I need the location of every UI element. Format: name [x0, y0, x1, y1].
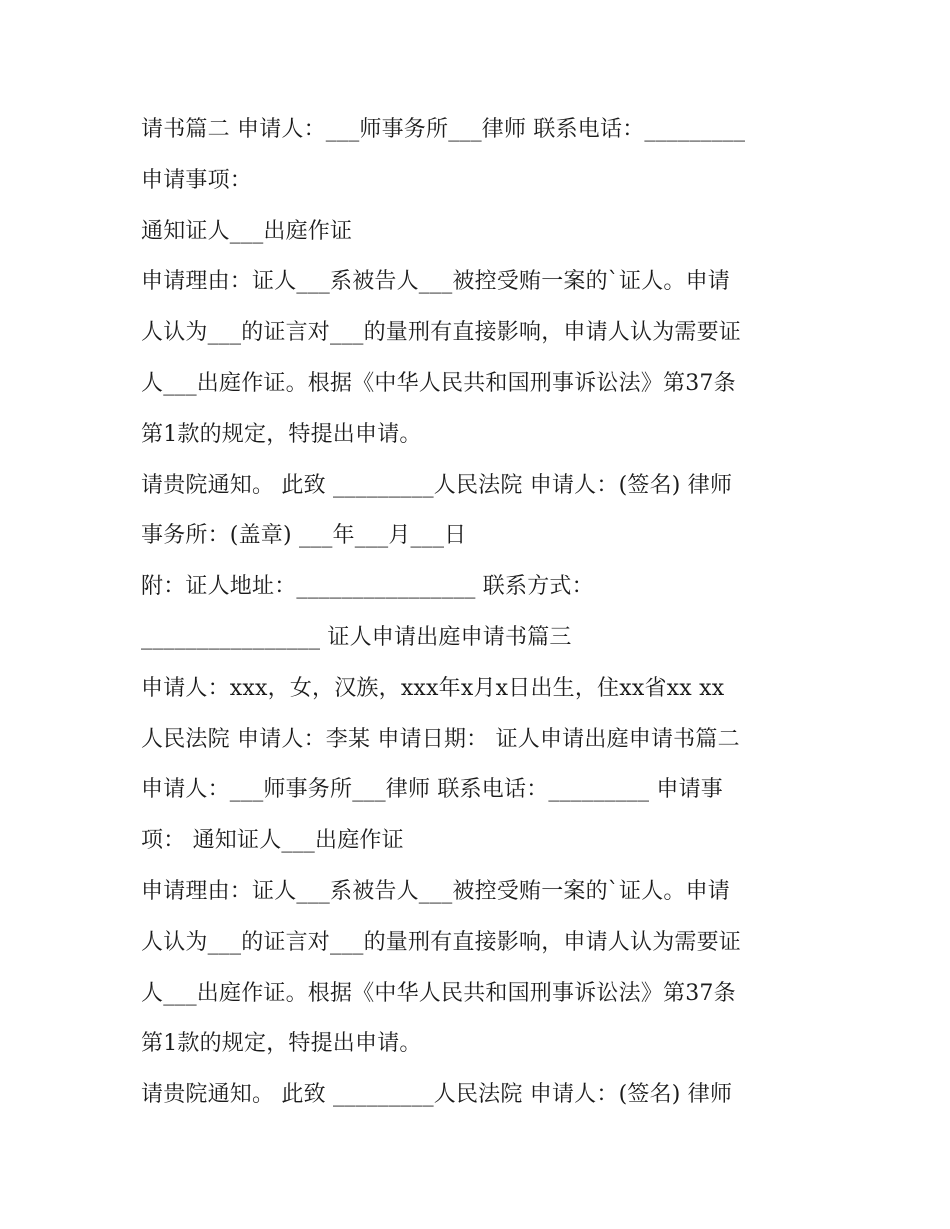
text-line-15: 项： 通知证人___出庭作证 [141, 828, 404, 854]
text-line-7: 第1款的规定，特提出申请。 [141, 421, 422, 447]
text-line-13: 人民法院 申请人：李某 申请日期： 证人申请出庭申请书篇二 [141, 726, 740, 752]
text-line-11: ________________ 证人申请出庭申请书篇三 [141, 624, 572, 650]
text-line-1: 请书篇二 申请人：___师事务所___律师 联系电话：_________ [141, 117, 746, 142]
text-line-9: 事务所：(盖章) ___年___月___日 [141, 523, 467, 549]
text-line-5: 人认为___的证言对___的量刑有直接影响，申请人认为需要证 [141, 320, 742, 346]
document-body [141, 105, 821, 1121]
text-line-10: 附：证人地址：________________ 联系方式： [141, 574, 594, 600]
text-line-3: 通知证人___出庭作证 [141, 218, 353, 244]
text-line-20: 请贵院通知。 此致 _________人民法院 申请人：(签名) 律师 [141, 1082, 733, 1108]
text-line-17: 人认为___的证言对___的量刑有直接影响，申请人认为需要证 [141, 929, 742, 955]
text-line-2: 申请事项： [141, 167, 253, 193]
text-line-6: 人___出庭作证。根据《中华人民共和国刑事诉讼法》第37条 [141, 370, 736, 396]
text-line-16: 申请理由：证人___系被告人___被控受贿一案的`证人。申请 [141, 878, 731, 904]
text-line-14: 申请人：___师事务所___律师 联系电话：_________ 申请事 [141, 777, 723, 803]
text-line-19: 第1款的规定，特提出申请。 [141, 1031, 422, 1057]
text-line-12: 申请人：xxx，女，汉族，xxx年x月x日出生，住xx省xx xx [141, 675, 725, 701]
text-line-18: 人___出庭作证。根据《中华人民共和国刑事诉讼法》第37条 [141, 980, 736, 1006]
text-line-4: 申请理由：证人___系被告人___被控受贿一案的`证人。申请 [141, 269, 731, 295]
text-line-8: 请贵院通知。 此致 _________人民法院 申请人：(签名) 律师 [141, 472, 733, 498]
